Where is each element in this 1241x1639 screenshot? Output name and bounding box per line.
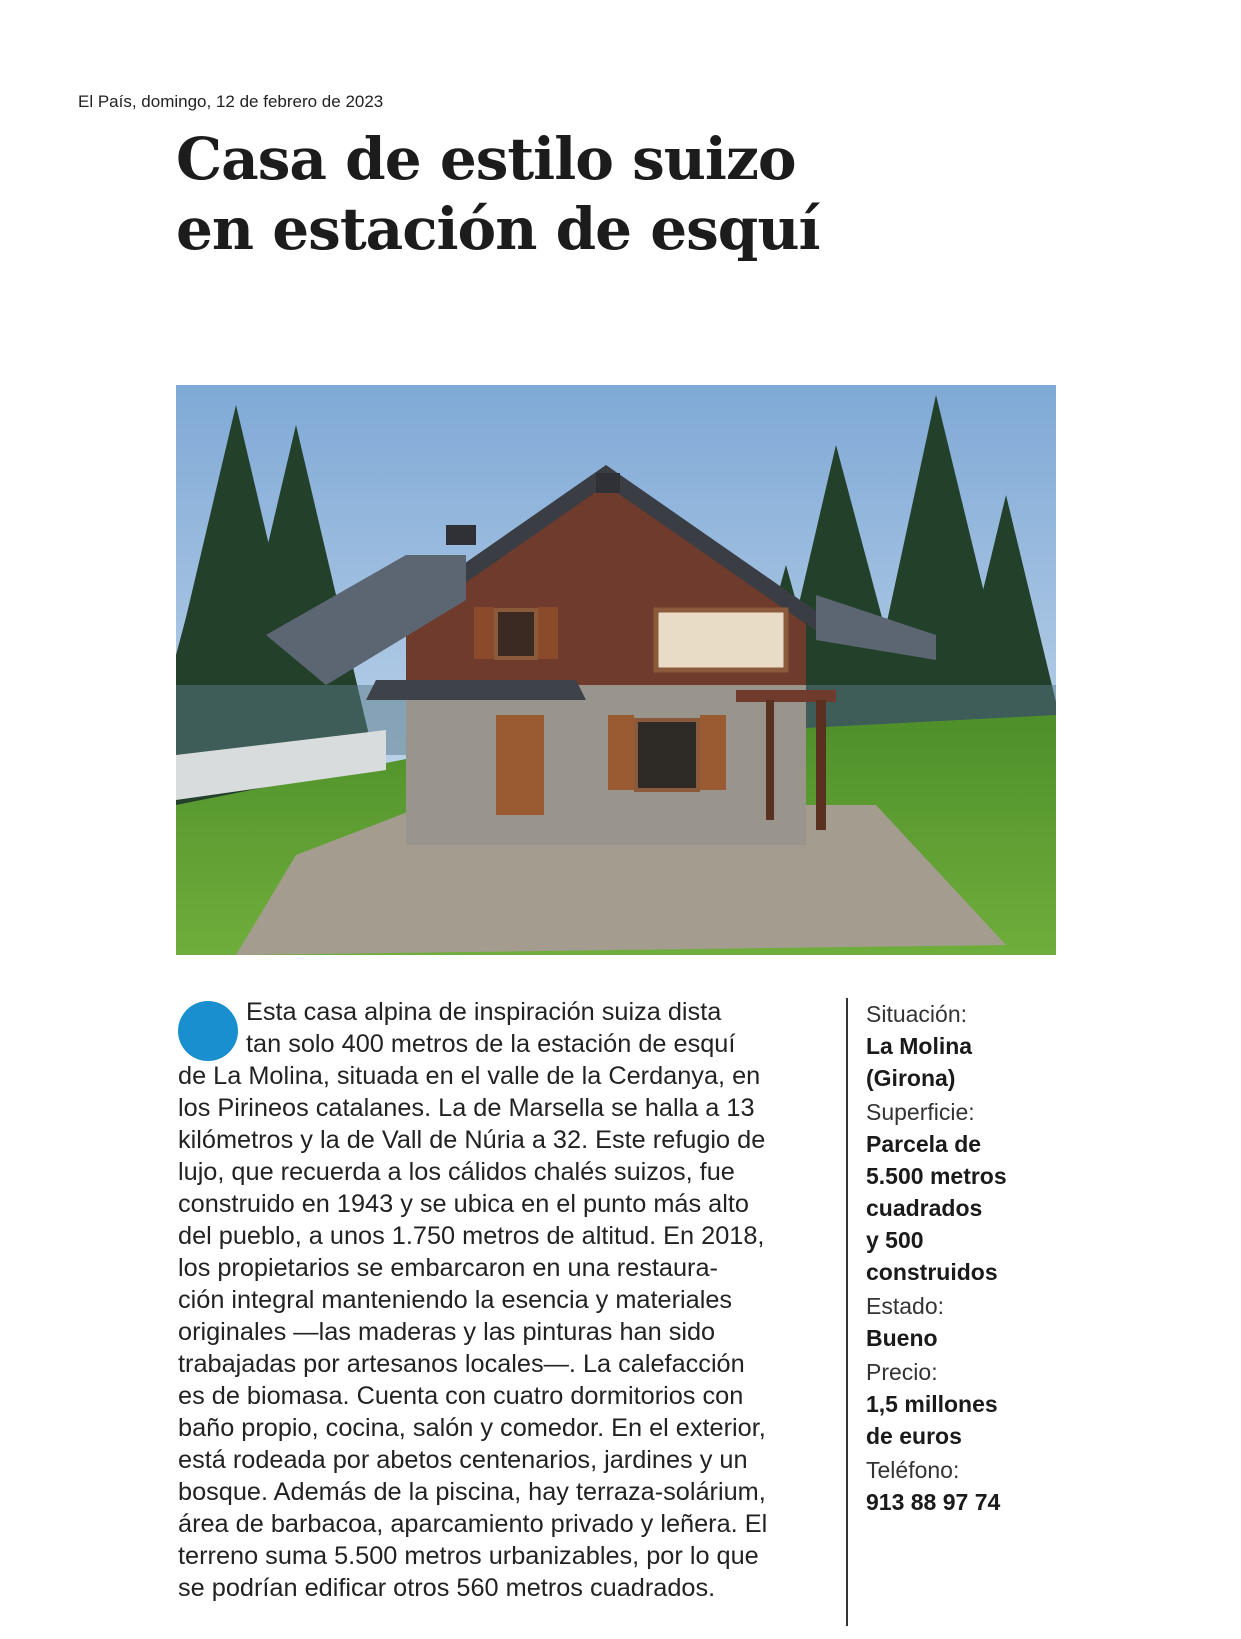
article-body (178, 996, 828, 1604)
fact-value (866, 1030, 1186, 1094)
fact-label: Estado: (866, 1293, 944, 1319)
body-line: kilómetros y la de Vall de Núria a 32. Este refugio de (178, 1126, 766, 1154)
body-line: bosque. Además de la piscina, hay terraza-solárium, (178, 1478, 766, 1506)
column-divider (846, 998, 848, 1626)
fact-value-line: y 500 (866, 1227, 924, 1253)
body-line: baño propio, cocina, salón y comedor. En el exterior, (178, 1414, 766, 1442)
fact-box (866, 996, 1186, 1518)
fact-value (866, 1486, 1186, 1518)
fact-value-line: Parcela de (866, 1131, 982, 1157)
fact-label: Superficie: (866, 1099, 975, 1125)
body-line: los propietarios se embarcaron en una restaura- (178, 1254, 718, 1282)
fact-value (866, 1128, 1186, 1288)
body-line: se podrían edificar otros 560 metros cuadrados. (178, 1574, 716, 1602)
headline-line: Casa de estilo suizo (176, 125, 796, 193)
fact-value-line: La Molina (866, 1033, 973, 1059)
fact-label: Teléfono: (866, 1457, 960, 1483)
body-line: lujo, que recuerda a los cálidos chalés suizos, fue (178, 1158, 735, 1186)
body-line: los Pirineos catalanes. La de Marsella se halla a 13 (178, 1094, 755, 1122)
fact-value-line: 913 88 97 74 (866, 1489, 1001, 1515)
fact-value-line: 5.500 metros (866, 1163, 1007, 1189)
headline (176, 124, 820, 264)
body-line: tan solo 400 metros de la estación de esquí (246, 1030, 736, 1058)
body-line: del pueblo, a unos 1.750 metros de altitud. En 2018, (178, 1222, 765, 1250)
headline-line: en estación de esquí (176, 195, 820, 263)
fact-value-line: 1,5 millones (866, 1391, 998, 1417)
fact-value-line: (Girona) (866, 1065, 956, 1091)
body-line: trabajadas por artesanos locales—. La calefacción (178, 1350, 745, 1378)
fact-label: Situación: (866, 1001, 968, 1027)
body-line: es de biomasa. Cuenta con cuatro dormitorios con (178, 1382, 744, 1410)
fact-label: Precio: (866, 1359, 938, 1385)
body-line: de La Molina, situada en el valle de la Cerdanya, en (178, 1062, 761, 1090)
body-line: terreno suma 5.500 metros urbanizables, por lo que (178, 1542, 759, 1570)
fact-value-line: cuadrados (866, 1195, 983, 1221)
fact-value-line: construidos (866, 1259, 998, 1285)
fact-value (866, 1388, 1186, 1452)
fact-value (866, 1322, 1186, 1354)
body-line: originales —las maderas y las pinturas han sido (178, 1318, 716, 1346)
body-line: construido en 1943 y se ubica en el punto más alto (178, 1190, 749, 1218)
house-photo (176, 385, 1056, 955)
body-line: área de barbacoa, aparcamiento privado y leñera. El (178, 1510, 768, 1538)
fact-value-line: Bueno (866, 1325, 938, 1351)
body-line: Esta casa alpina de inspiración suiza dista (246, 998, 722, 1026)
body-line: está rodeada por abetos centenarios, jardines y un (178, 1446, 748, 1474)
source-line: El País, domingo, 12 de febrero de 2023 (78, 92, 384, 111)
body-line: ción integral manteniendo la esencia y materiales (178, 1286, 733, 1314)
fact-value-line: de euros (866, 1423, 962, 1449)
